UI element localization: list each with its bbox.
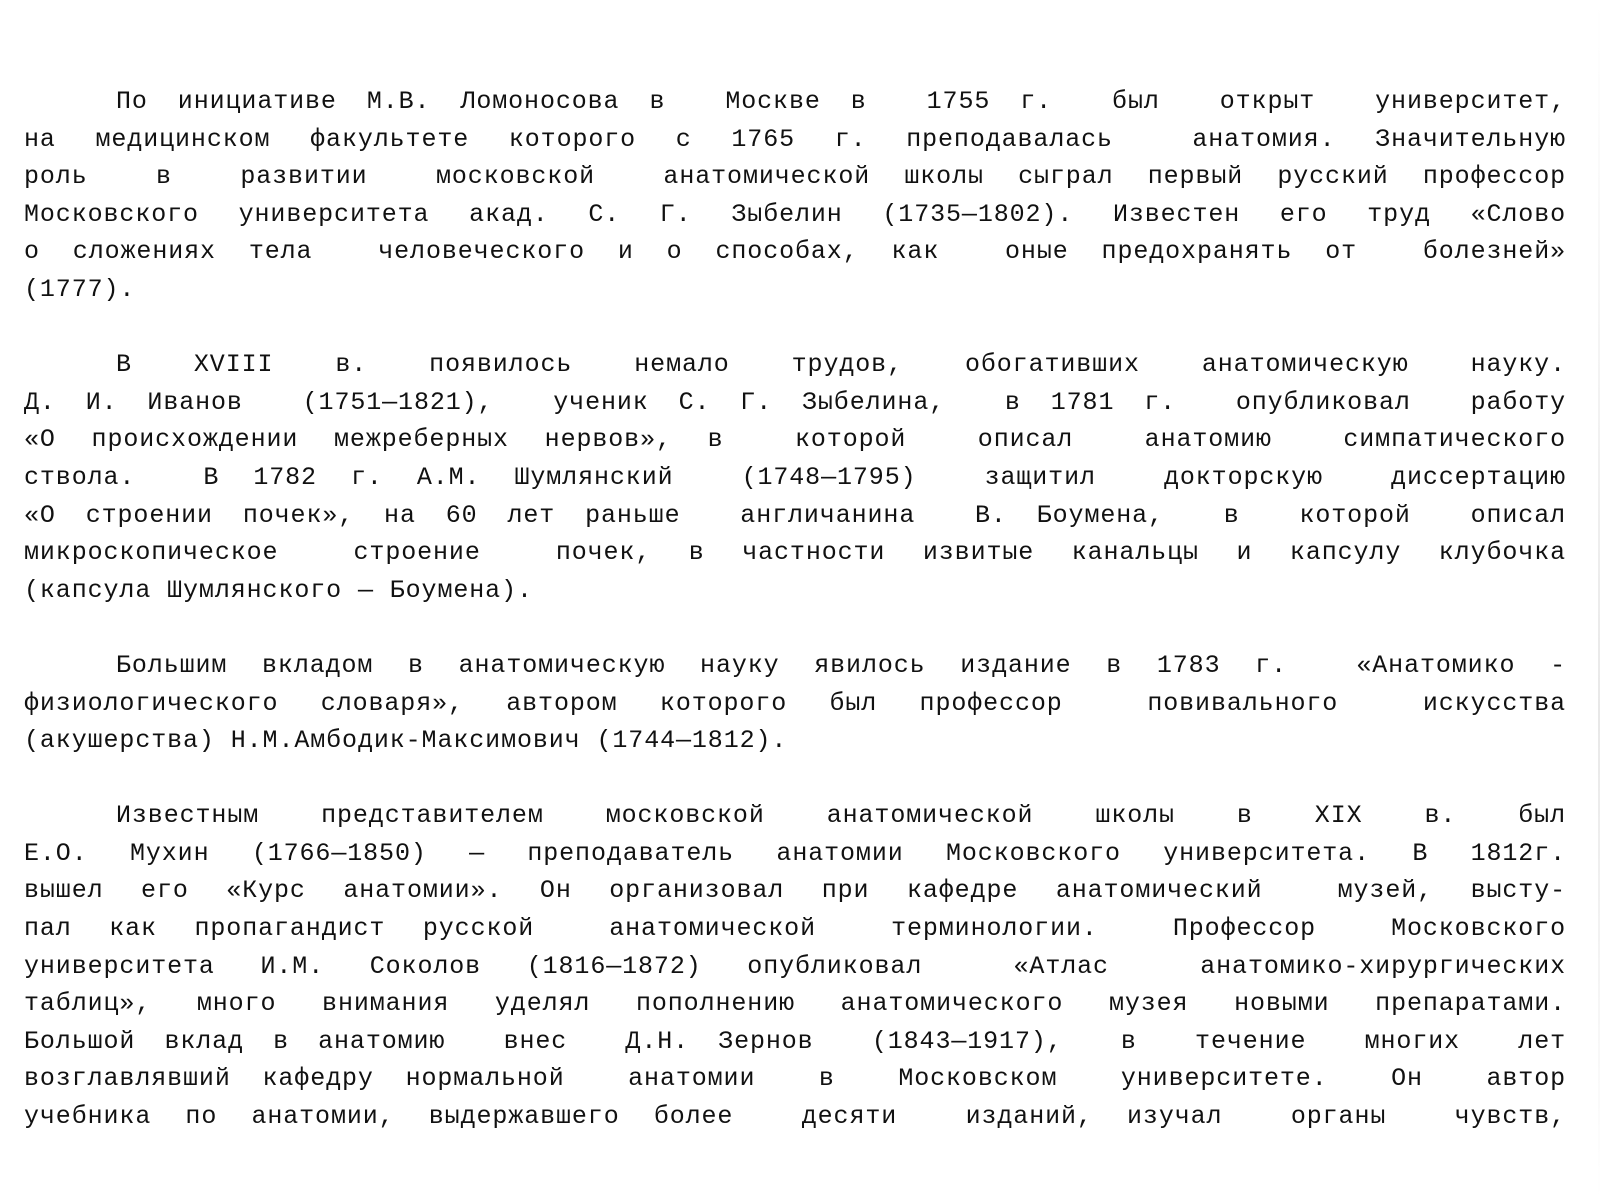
text-line: Московского университета акад. С. Г. Зыбелин (1735—1802). Известен его труд «Слово xyxy=(24,199,1566,229)
paragraph-ambodik xyxy=(24,647,1566,760)
text-line: на медицинском факультете которого с 1765 г. преподавалась анатомия. Значительную xyxy=(24,124,1566,154)
text-line: пал как пропагандист русской анатомической терминологии. Профессор Московского xyxy=(24,914,1566,944)
text-line: таблиц», много внимания уделял пополнению анатомического музея новыми препаратами. xyxy=(24,989,1566,1019)
text-line: учебника по анатомии, выдержавшего более десяти изданий, изучал органы чувств, xyxy=(24,1102,1566,1132)
text-line: (капсула Шумлянского — Боумена). xyxy=(24,575,533,605)
text-line: вышел его «Курс анатомии». Он организовал при кафедре анатомический музей, высту- xyxy=(24,876,1566,906)
text-line: физиологического словаря», автором которого был профессор повивального искусства xyxy=(24,688,1566,718)
text-line: (акушерства) Н.М.Амбодик-Максимович (1744—1812). xyxy=(24,726,788,756)
paragraph-xviii-century xyxy=(24,346,1566,609)
text-line: Е.О. Мухин (1766—1850) — преподаватель анатомии Московского университета. В 1812г. xyxy=(24,838,1566,868)
text-line: микроскопическое строение почек, в частности извитые канальцы и капсулу клубочка xyxy=(24,538,1566,568)
text-line: университета И.М. Соколов (1816—1872) опубликовал «Атлас анатомико-хирургических xyxy=(24,951,1566,981)
paragraph-lomonosov xyxy=(24,83,1566,309)
text-line: В XVIII в. появилось немало трудов, обогативших анатомическую науку. xyxy=(116,350,1566,380)
text-line: (1777). xyxy=(24,274,136,304)
text-line: возглавлявший кафедру нормальной анатомии в Московском университете. Он автор xyxy=(24,1064,1566,1094)
text-line: По инициативе М.В. Ломоносова в Москве в 1755 г. был открыт университет, xyxy=(116,87,1566,116)
document-page xyxy=(24,83,1566,1173)
text-line: Известным представителем московской анатомической школы в XIX в. был xyxy=(116,801,1566,831)
text-line: «О строении почек», на 60 лет раньше англичанина В. Боумена, в которой описал xyxy=(24,500,1566,530)
text-line: Большим вкладом в анатомическую науку явилось издание в 1783 г. «Анатомико - xyxy=(116,650,1566,680)
text-line: роль в развитии московской анатомической школы сыграл первый русский профессор xyxy=(24,162,1566,192)
text-line: Д. И. Иванов (1751—1821), ученик С. Г. Зыбелина, в 1781 г. опубликовал работу xyxy=(24,387,1566,417)
text-line: Большой вклад в анатомию внес Д.Н. Зернов (1843—1917), в течение многих лет xyxy=(24,1026,1566,1056)
text-line: ствола. В 1782 г. А.М. Шумлянский (1748—1795) защитил докторскую диссертацию xyxy=(24,462,1566,492)
paragraph-xix-century xyxy=(24,797,1566,1135)
text-line: о сложениях тела человеческого и о способах, как оные предохранять от болезней» xyxy=(24,237,1566,267)
text-line: «О происхождении межреберных нервов», в которой описал анатомию симпатического xyxy=(24,425,1566,455)
